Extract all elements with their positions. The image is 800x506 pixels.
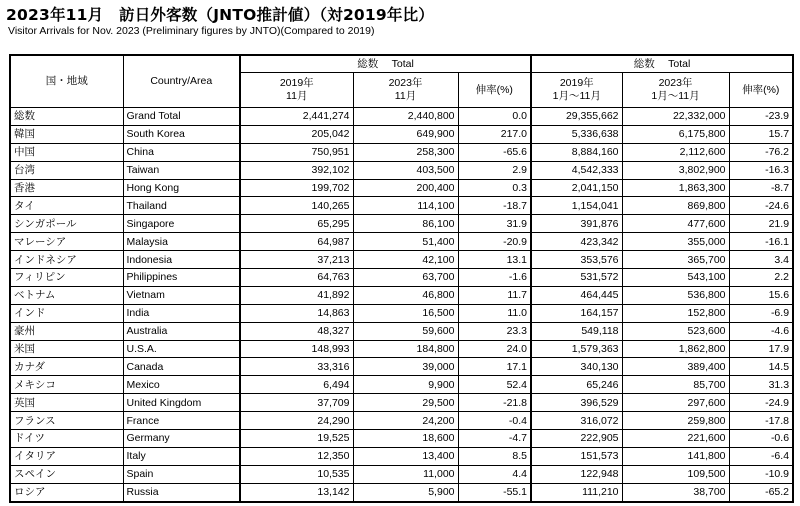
cell-ytd-growth: 31.3 <box>729 376 793 394</box>
cell-country-jp: メキシコ <box>10 376 123 394</box>
table-row <box>10 465 793 483</box>
cell-month-2019: 13,142 <box>240 483 353 501</box>
cell-ytd-2019: 164,157 <box>531 304 622 322</box>
cell-country-en: Thailand <box>123 197 240 215</box>
cell-country-jp: インド <box>10 304 123 322</box>
cell-month-2023: 86,100 <box>353 215 458 233</box>
cell-month-growth: -4.7 <box>458 430 531 448</box>
table-row <box>10 322 793 340</box>
table-row <box>10 483 793 501</box>
cell-ytd-2019: 464,445 <box>531 286 622 304</box>
table-row <box>10 179 793 197</box>
cell-ytd-2019: 423,342 <box>531 233 622 251</box>
cell-month-2023: 18,600 <box>353 430 458 448</box>
cell-month-growth: 8.5 <box>458 447 531 465</box>
cell-month-growth: 31.9 <box>458 215 531 233</box>
table-row <box>10 394 793 412</box>
cell-ytd-2023: 1,862,800 <box>622 340 729 358</box>
cell-ytd-2023: 141,800 <box>622 447 729 465</box>
cell-ytd-growth: -6.4 <box>729 447 793 465</box>
header-country-en: Country/Area <box>123 55 240 108</box>
cell-month-2023: 51,400 <box>353 233 458 251</box>
table-row <box>10 358 793 376</box>
cell-month-2023: 2,440,800 <box>353 108 458 126</box>
cell-ytd-2019: 222,905 <box>531 430 622 448</box>
cell-country-jp: マレーシア <box>10 233 123 251</box>
cell-ytd-growth: 15.6 <box>729 286 793 304</box>
cell-month-2019: 205,042 <box>240 125 353 143</box>
cell-country-en: France <box>123 412 240 430</box>
cell-country-en: China <box>123 143 240 161</box>
cell-month-growth: -20.9 <box>458 233 531 251</box>
cell-country-jp: シンガポール <box>10 215 123 233</box>
cell-country-jp: 米国 <box>10 340 123 358</box>
cell-country-en: Philippines <box>123 269 240 287</box>
cell-country-en: Spain <box>123 465 240 483</box>
cell-ytd-2023: 22,332,000 <box>622 108 729 126</box>
page-title: 2023年11月 訪日外客数（JNTO推計値）（対2019年比） <box>6 6 434 24</box>
cell-month-2019: 41,892 <box>240 286 353 304</box>
cell-ytd-2019: 2,041,150 <box>531 179 622 197</box>
cell-ytd-2023: 1,863,300 <box>622 179 729 197</box>
cell-month-growth: 0.0 <box>458 108 531 126</box>
cell-month-2023: 403,500 <box>353 161 458 179</box>
cell-ytd-2023: 355,000 <box>622 233 729 251</box>
cell-ytd-growth: -16.1 <box>729 233 793 251</box>
header-ytd-2023: 2023年 1月～11月 <box>622 73 729 108</box>
cell-country-jp: イタリア <box>10 447 123 465</box>
cell-month-2019: 140,265 <box>240 197 353 215</box>
cell-ytd-2023: 2,112,600 <box>622 143 729 161</box>
cell-month-2023: 16,500 <box>353 304 458 322</box>
cell-month-2023: 46,800 <box>353 286 458 304</box>
cell-month-growth: -21.8 <box>458 394 531 412</box>
cell-country-jp: 韓国 <box>10 125 123 143</box>
header-country-jp: 国・地域 <box>10 55 123 108</box>
cell-country-jp: スペイン <box>10 465 123 483</box>
cell-ytd-2023: 543,100 <box>622 269 729 287</box>
cell-ytd-2023: 109,500 <box>622 465 729 483</box>
cell-country-en: Germany <box>123 430 240 448</box>
cell-ytd-2023: 38,700 <box>622 483 729 501</box>
cell-month-2023: 258,300 <box>353 143 458 161</box>
cell-ytd-2019: 340,130 <box>531 358 622 376</box>
table-row <box>10 197 793 215</box>
cell-ytd-2019: 316,072 <box>531 412 622 430</box>
table-body <box>10 108 793 502</box>
cell-month-2019: 750,951 <box>240 143 353 161</box>
cell-month-growth: 11.0 <box>458 304 531 322</box>
cell-month-2019: 24,290 <box>240 412 353 430</box>
cell-ytd-growth: -4.6 <box>729 322 793 340</box>
cell-country-en: U.S.A. <box>123 340 240 358</box>
cell-ytd-2019: 8,884,160 <box>531 143 622 161</box>
cell-ytd-growth: -65.2 <box>729 483 793 501</box>
cell-ytd-2019: 1,154,041 <box>531 197 622 215</box>
cell-ytd-growth: 15.7 <box>729 125 793 143</box>
cell-country-jp: 豪州 <box>10 322 123 340</box>
table-row <box>10 125 793 143</box>
cell-ytd-2019: 4,542,333 <box>531 161 622 179</box>
header-month-total: 総数 Total <box>240 55 531 73</box>
table-row <box>10 412 793 430</box>
cell-month-2019: 6,494 <box>240 376 353 394</box>
cell-country-jp: ベトナム <box>10 286 123 304</box>
cell-month-growth: -55.1 <box>458 483 531 501</box>
cell-country-jp: ドイツ <box>10 430 123 448</box>
cell-country-en: South Korea <box>123 125 240 143</box>
cell-month-2019: 48,327 <box>240 322 353 340</box>
cell-country-jp: ロシア <box>10 483 123 501</box>
cell-month-2019: 199,702 <box>240 179 353 197</box>
cell-country-en: Grand Total <box>123 108 240 126</box>
cell-country-en: India <box>123 304 240 322</box>
cell-month-2019: 37,709 <box>240 394 353 412</box>
cell-month-2019: 12,350 <box>240 447 353 465</box>
cell-month-growth: 13.1 <box>458 251 531 269</box>
cell-ytd-2019: 5,336,638 <box>531 125 622 143</box>
cell-month-2023: 39,000 <box>353 358 458 376</box>
cell-month-growth: 11.7 <box>458 286 531 304</box>
cell-month-2023: 63,700 <box>353 269 458 287</box>
cell-ytd-growth: -16.3 <box>729 161 793 179</box>
cell-ytd-growth: 14.5 <box>729 358 793 376</box>
cell-month-growth: -18.7 <box>458 197 531 215</box>
table-row <box>10 215 793 233</box>
cell-month-2019: 19,525 <box>240 430 353 448</box>
cell-ytd-growth: -6.9 <box>729 304 793 322</box>
cell-month-2019: 148,993 <box>240 340 353 358</box>
cell-ytd-2023: 869,800 <box>622 197 729 215</box>
cell-country-jp: 香港 <box>10 179 123 197</box>
cell-month-growth: 217.0 <box>458 125 531 143</box>
cell-country-jp: フィリピン <box>10 269 123 287</box>
cell-month-2023: 649,900 <box>353 125 458 143</box>
cell-ytd-2019: 151,573 <box>531 447 622 465</box>
header-month-growth: 伸率(%) <box>458 73 531 108</box>
cell-month-2023: 59,600 <box>353 322 458 340</box>
cell-ytd-growth: -0.6 <box>729 430 793 448</box>
cell-country-en: Indonesia <box>123 251 240 269</box>
cell-ytd-growth: -23.9 <box>729 108 793 126</box>
cell-ytd-growth: -10.9 <box>729 465 793 483</box>
table-row <box>10 143 793 161</box>
cell-country-en: Malaysia <box>123 233 240 251</box>
cell-month-2023: 9,900 <box>353 376 458 394</box>
cell-month-2023: 29,500 <box>353 394 458 412</box>
cell-country-en: Mexico <box>123 376 240 394</box>
cell-month-growth: 2.9 <box>458 161 531 179</box>
cell-ytd-growth: -8.7 <box>729 179 793 197</box>
table-row <box>10 340 793 358</box>
cell-ytd-2023: 389,400 <box>622 358 729 376</box>
cell-ytd-2023: 85,700 <box>622 376 729 394</box>
cell-month-growth: 24.0 <box>458 340 531 358</box>
cell-country-jp: 総数 <box>10 108 123 126</box>
cell-country-en: United Kingdom <box>123 394 240 412</box>
table-row <box>10 233 793 251</box>
cell-month-growth: -65.6 <box>458 143 531 161</box>
cell-country-en: Taiwan <box>123 161 240 179</box>
table-row <box>10 161 793 179</box>
cell-country-en: Singapore <box>123 215 240 233</box>
cell-ytd-2019: 122,948 <box>531 465 622 483</box>
cell-ytd-2023: 523,600 <box>622 322 729 340</box>
cell-country-jp: カナダ <box>10 358 123 376</box>
cell-country-jp: インドネシア <box>10 251 123 269</box>
cell-country-jp: 英国 <box>10 394 123 412</box>
cell-ytd-2019: 396,529 <box>531 394 622 412</box>
cell-month-2023: 184,800 <box>353 340 458 358</box>
cell-country-en: Canada <box>123 358 240 376</box>
cell-month-growth: 17.1 <box>458 358 531 376</box>
header-month-2019: 2019年 11月 <box>240 73 353 108</box>
cell-ytd-2023: 3,802,900 <box>622 161 729 179</box>
cell-ytd-2019: 353,576 <box>531 251 622 269</box>
table-row <box>10 108 793 126</box>
cell-ytd-2023: 365,700 <box>622 251 729 269</box>
cell-month-growth: -0.4 <box>458 412 531 430</box>
cell-country-en: Russia <box>123 483 240 501</box>
cell-country-en: Vietnam <box>123 286 240 304</box>
cell-ytd-growth: -76.2 <box>729 143 793 161</box>
cell-ytd-2019: 1,579,363 <box>531 340 622 358</box>
cell-month-2019: 65,295 <box>240 215 353 233</box>
cell-country-jp: 中国 <box>10 143 123 161</box>
cell-country-en: Hong Kong <box>123 179 240 197</box>
visitor-arrivals-table <box>9 54 794 503</box>
cell-month-2019: 33,316 <box>240 358 353 376</box>
table-row <box>10 251 793 269</box>
cell-month-2023: 114,100 <box>353 197 458 215</box>
cell-ytd-2019: 391,876 <box>531 215 622 233</box>
cell-month-2019: 392,102 <box>240 161 353 179</box>
cell-ytd-2023: 221,600 <box>622 430 729 448</box>
cell-month-growth: -1.6 <box>458 269 531 287</box>
cell-month-2019: 64,763 <box>240 269 353 287</box>
cell-ytd-2023: 6,175,800 <box>622 125 729 143</box>
page-subtitle: Visitor Arrivals for Nov. 2023 (Preliminary figures by JNTO)(Compared to 2019) <box>8 25 375 37</box>
cell-ytd-2023: 152,800 <box>622 304 729 322</box>
header-ytd-total: 総数 Total <box>531 55 793 73</box>
cell-month-2023: 11,000 <box>353 465 458 483</box>
cell-month-2023: 24,200 <box>353 412 458 430</box>
cell-ytd-growth: 2.2 <box>729 269 793 287</box>
cell-month-2019: 10,535 <box>240 465 353 483</box>
cell-ytd-2019: 65,246 <box>531 376 622 394</box>
header-ytd-growth: 伸率(%) <box>729 73 793 108</box>
table-row <box>10 286 793 304</box>
cell-ytd-2019: 531,572 <box>531 269 622 287</box>
cell-ytd-2023: 297,600 <box>622 394 729 412</box>
table-row <box>10 447 793 465</box>
cell-country-jp: タイ <box>10 197 123 215</box>
cell-ytd-growth: 17.9 <box>729 340 793 358</box>
cell-month-2019: 14,863 <box>240 304 353 322</box>
cell-country-jp: 台湾 <box>10 161 123 179</box>
table-row <box>10 376 793 394</box>
cell-month-2023: 200,400 <box>353 179 458 197</box>
cell-month-growth: 23.3 <box>458 322 531 340</box>
cell-month-growth: 0.3 <box>458 179 531 197</box>
cell-ytd-2019: 549,118 <box>531 322 622 340</box>
table-row <box>10 430 793 448</box>
cell-month-2019: 37,213 <box>240 251 353 269</box>
table-row <box>10 304 793 322</box>
cell-month-growth: 4.4 <box>458 465 531 483</box>
cell-ytd-2019: 29,355,662 <box>531 108 622 126</box>
cell-ytd-growth: -24.6 <box>729 197 793 215</box>
cell-ytd-2023: 477,600 <box>622 215 729 233</box>
cell-ytd-2023: 259,800 <box>622 412 729 430</box>
cell-ytd-growth: 21.9 <box>729 215 793 233</box>
cell-month-2019: 2,441,274 <box>240 108 353 126</box>
cell-month-growth: 52.4 <box>458 376 531 394</box>
cell-ytd-growth: 3.4 <box>729 251 793 269</box>
cell-country-en: Italy <box>123 447 240 465</box>
table-row <box>10 269 793 287</box>
cell-ytd-2023: 536,800 <box>622 286 729 304</box>
cell-month-2023: 42,100 <box>353 251 458 269</box>
cell-ytd-growth: -24.9 <box>729 394 793 412</box>
cell-ytd-2019: 111,210 <box>531 483 622 501</box>
cell-country-jp: フランス <box>10 412 123 430</box>
cell-month-2019: 64,987 <box>240 233 353 251</box>
cell-country-en: Australia <box>123 322 240 340</box>
cell-month-2023: 5,900 <box>353 483 458 501</box>
cell-ytd-growth: -17.8 <box>729 412 793 430</box>
header-ytd-2019: 2019年 1月～11月 <box>531 73 622 108</box>
cell-month-2023: 13,400 <box>353 447 458 465</box>
header-month-2023: 2023年 11月 <box>353 73 458 108</box>
